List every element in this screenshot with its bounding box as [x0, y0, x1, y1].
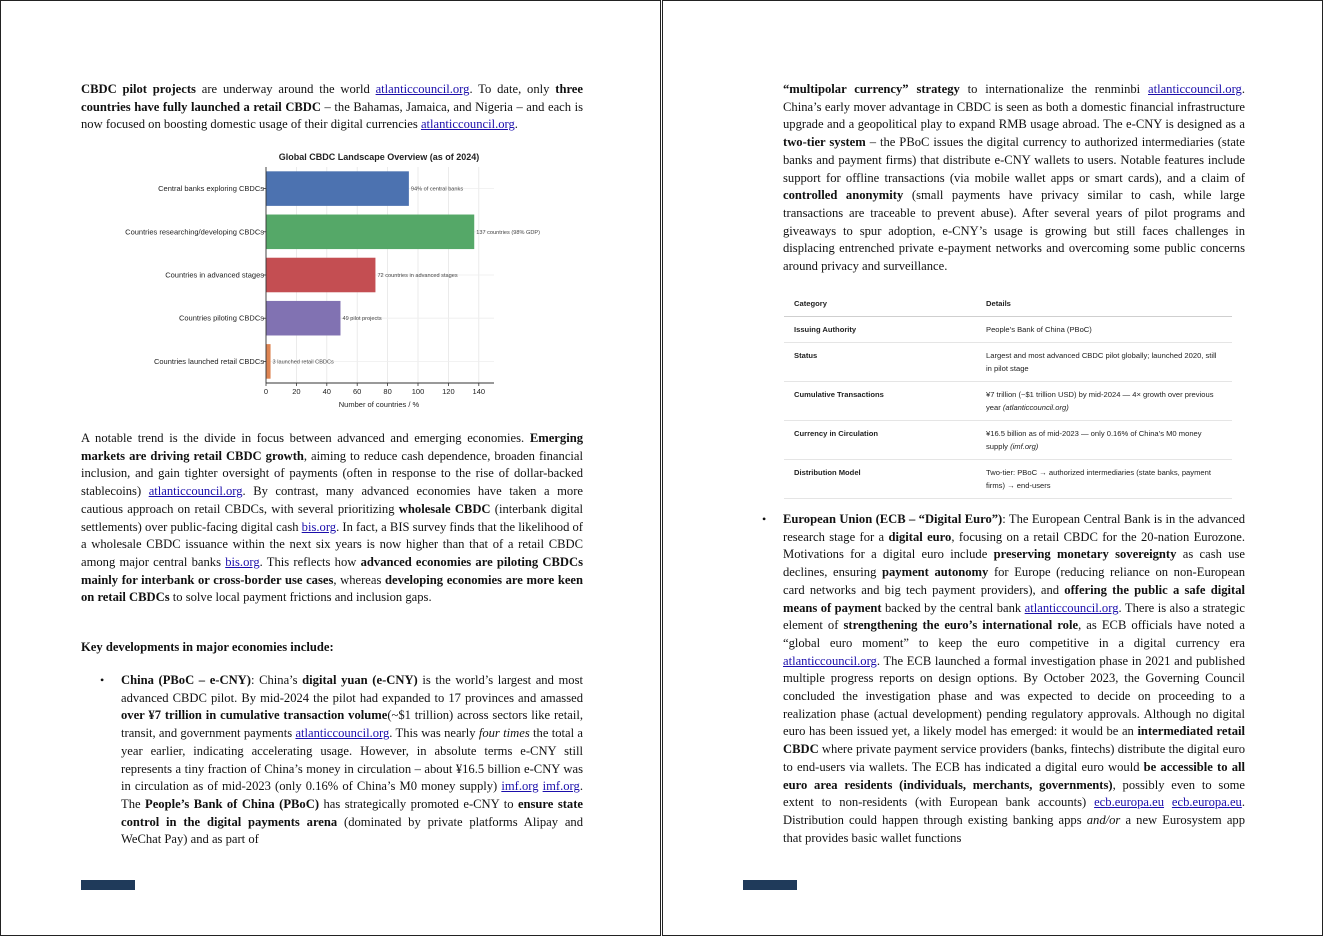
cont-bold: “multipolar currency” strategy: [783, 82, 960, 96]
source-link[interactable]: atlanticcouncil.org: [420, 117, 515, 132]
row-details-text: ¥7 trillion (~$1 trillion USD) by mid-2024 — 4× growth over previous year: [986, 390, 1214, 412]
trend-text: (interbank digital settlements) over public-facing digital cash: [81, 501, 584, 534]
source-link[interactable]: atlanticcouncil.org: [148, 484, 243, 499]
ecny-summary-table: [784, 291, 1232, 499]
table-row: [784, 317, 1232, 343]
x-tick-label: 40: [322, 387, 331, 396]
cont-text: to internationalize the renminbi: [959, 82, 1148, 96]
eu-bold: intermediated retail CBDC: [783, 724, 1245, 757]
x-tick-label: 80: [383, 387, 392, 396]
china-text: (dominated by private platforms Alipay and WeChat Pay) and as part of: [121, 814, 584, 847]
cont-bold: two-tier system: [783, 135, 866, 150]
eu-text: as cash use declines, ensuring: [783, 547, 1245, 580]
row-details: [976, 460, 1232, 499]
cont-bold: controlled anonymity: [783, 188, 904, 203]
china-continued-paragraph: [783, 81, 1245, 276]
china-text: (~$1 trillion) across sectors like retail, transit, and government payments: [121, 708, 583, 741]
china-italic: four times: [478, 726, 530, 741]
trend-text: to solve local payment frictions and inclusion gaps.: [169, 590, 432, 605]
source-link[interactable]: ecb.europa.eu: [1094, 795, 1165, 810]
chart-svg: [96, 147, 566, 415]
china-bold: ensure state control in the digital payments arena: [121, 796, 583, 829]
table-row: [784, 343, 1232, 382]
y-tick-label: Central banks exploring CBDCs: [158, 184, 264, 194]
trend-text: , whereas: [333, 572, 386, 587]
row-details: [976, 317, 1232, 343]
y-tick-label: Countries in advanced stages: [165, 270, 264, 280]
data-label: 3 launched retail CBDCs: [272, 359, 334, 366]
chart-title: Global CBDC Landscape Overview (as of 2024): [278, 152, 480, 162]
eu-text: . The ECB launched a formal investigation phase in 2021 and published multiple progress reports on design options. By October 2023, the Governing Council concluded the investigation phase and was expected to decide on proceeding to a realization phase (actual development) pending regulatory approvals. Although no digital euro has been issued yet, a likely model has emerged: it would be an: [783, 653, 1245, 739]
eu-bold: be accessible to all euro area residents (individuals, merchants, governments): [783, 759, 1245, 792]
trend-bold: wholesale CBDC: [398, 501, 491, 516]
source-link[interactable]: atlanticcouncil.org: [295, 726, 390, 741]
chart-bar: [266, 215, 474, 250]
china-bold: digital yuan (e-CNY): [302, 673, 418, 687]
intro-end: .: [514, 117, 518, 132]
china-text: . This was nearly: [389, 726, 479, 741]
eu-text: , focusing on a retail CBDC for the 20-nation Eurozone. Motivations for a digital euro include: [783, 529, 1245, 562]
source-link[interactable]: atlanticcouncil.org: [1148, 82, 1242, 96]
right-page: [662, 0, 1323, 936]
eu-bold: digital euro: [888, 529, 952, 544]
row-details-text: People’s Bank of China (PBoC): [986, 325, 1092, 334]
china-text: the total a year earlier, indicating accelerating usage. However, in absolute terms e-CNY still represents a tiny fraction of China’s money in circulation – about ¥16.5 billion e-CNY was in circulation as of mid-2023 (only 0.16% of China’s M0 money supply): [121, 726, 583, 794]
row-details: [976, 421, 1232, 460]
data-label: 72 countries in advanced stages: [377, 273, 458, 279]
chart-bars: [266, 171, 540, 378]
eu-text: where private payment service providers (banks, fintechs) distribute the digital euro to end-users via wallets. The ECB has indicated a digital euro would: [783, 742, 1245, 774]
eu-text: : The European Central Bank is in the advanced research stage for a: [783, 512, 1245, 544]
x-tick-label: 60: [353, 387, 362, 396]
eu-bullet-list: [743, 511, 1245, 847]
intro-text-1: are underway around the world: [195, 82, 376, 96]
y-tick-label: Countries researching/developing CBDCs: [125, 227, 264, 237]
source-link[interactable]: atlanticcouncil.org: [375, 82, 470, 96]
table-row: [784, 421, 1232, 460]
source-link[interactable]: imf.org: [501, 779, 539, 794]
chart-x-axis-label: Number of countries / %: [338, 400, 420, 409]
intro-bold-1: CBDC pilot projects: [81, 82, 196, 96]
source-link[interactable]: ecb.europa.eu: [1171, 795, 1242, 810]
source-link[interactable]: atlanticcouncil.org: [783, 653, 877, 668]
trend-text: . By contrast, many advanced economies have taken a more cautious approach on retail CBDCs, with several prioritizing: [81, 484, 583, 516]
chart-bar: [266, 171, 409, 206]
chart-bar: [266, 344, 271, 379]
cbdc-chart: [96, 147, 566, 415]
data-label: 94% of central banks: [410, 186, 464, 193]
china-bullet: [81, 672, 583, 849]
eu-text: for Europe (reducing reliance on non-European card networks and big tech payment providers), and: [783, 565, 1246, 597]
china-text: : China’s: [250, 673, 303, 687]
table-row: [784, 460, 1232, 499]
trend-bold: Emerging markets are driving retail CBDC growth: [81, 431, 583, 463]
x-tick-label: 20: [292, 387, 301, 396]
row-details: [976, 343, 1232, 382]
intro-paragraph: [81, 81, 583, 134]
china-bold: China (PBoC – e-CNY): [121, 673, 251, 687]
trend-text: . In fact, a BIS survey finds that the likelihood of a wholesale CBDC issuance within the next six years is now higher than that of a retail CBDC among major central banks: [81, 519, 584, 569]
x-tick-label: 0: [263, 387, 269, 396]
eu-bold: payment autonomy: [881, 565, 989, 580]
footer-bar: [81, 880, 135, 890]
row-category: Currency in Circulation: [784, 421, 976, 460]
china-bold: over ¥7 trillion in cumulative transaction volume: [121, 708, 388, 723]
row-category: Cumulative Transactions: [784, 382, 976, 421]
cont-text: . China’s early mover advantage in CBDC is seen as both a domestic financial infrastructure upgrade and a geopolitical play to expand RMB usage abroad. The e-CNY is designed as a: [783, 82, 1245, 132]
source-link[interactable]: bis.org: [301, 519, 337, 534]
footer-bar: [743, 880, 797, 890]
source-link[interactable]: atlanticcouncil.org: [1024, 600, 1119, 615]
table-row: [784, 382, 1232, 421]
key-heading-text: Key developments in major economies include:: [81, 640, 334, 654]
eu-text: a new Eurosystem app that provides basic wallet functions: [783, 812, 1245, 845]
row-details-text: ¥16.5 billion as of mid-2023 — only 0.16% of China’s M0 money supply: [986, 429, 1202, 451]
row-details-text: Two-tier: PBoC → authorized intermediaries (state banks, payment firms) → end-users: [986, 468, 1211, 490]
data-label: 49 pilot projects: [342, 316, 382, 323]
source-link[interactable]: imf.org: [542, 779, 580, 794]
eu-bold: offering the public a safe digital means of payment: [783, 582, 1245, 615]
china-text: . The: [121, 779, 583, 811]
eu-bold: strengthening the euro’s international role: [843, 618, 1079, 633]
eu-text: backed by the central bank: [881, 600, 1025, 615]
row-category: Distribution Model: [784, 460, 976, 499]
x-tick-label: 140: [472, 387, 486, 396]
eu-bold: European Union (ECB – “Digital Euro”): [783, 512, 1003, 526]
intro-bold-2: three countries have fully launched a retail CBDC: [81, 82, 583, 114]
row-details-text: Largest and most advanced CBDC pilot globally; launched 2020, still in pilot stage: [986, 351, 1217, 373]
trend-bold: advanced economies are piloting CBDCs mainly for interbank or cross-border use cases: [81, 554, 583, 587]
cont-text: (small payments have privacy similar to cash, while large transactions are traceable to prevent abuse). After several years of pilot programs and giveaways to spur adoption, e-CNY’s usage is growing but still faces challenges in displacing entrenched private e-payment networks and overcoming some public concerns around privacy and surveillance.: [783, 188, 1245, 274]
source-link[interactable]: bis.org: [225, 554, 260, 569]
data-label: 137 countries (98% GDP): [476, 229, 540, 236]
header-category: Category: [784, 291, 976, 317]
trend-text: A notable trend is the divide in focus between advanced and emerging economies.: [81, 431, 530, 445]
y-tick-label: Countries launched retail CBDCs: [153, 356, 264, 366]
chart-bar: [266, 301, 340, 336]
eu-text: . There is also a strategic element of: [783, 600, 1245, 633]
eu-text: , possibly even to some extent to non-residents (with European bank accounts): [783, 777, 1245, 810]
row-category: Issuing Authority: [784, 317, 976, 343]
eu-text: , as ECB officials have noted a “global euro moment” to keep the euro competitive in a digital currency era: [783, 618, 1245, 650]
intro-text-2: . To date, only: [469, 82, 556, 96]
x-tick-label: 100: [411, 387, 425, 396]
china-bullet-list: [81, 672, 583, 849]
trend-text: . This reflects how: [259, 554, 361, 569]
header-details: Details: [976, 291, 1232, 317]
y-tick-label: Countries piloting CBDCs: [178, 313, 264, 323]
row-details-source: (imf.org): [1010, 442, 1039, 451]
key-developments-heading: [81, 639, 583, 657]
x-tick-label: 120: [442, 387, 455, 396]
china-bold: People’s Bank of China (PBoC): [145, 796, 320, 811]
row-category: Status: [784, 343, 976, 382]
trend-bold: developing economies are more keen on retail CBDCs: [81, 572, 584, 605]
eu-bullet: [743, 511, 1245, 847]
china-text: has strategically promoted e-CNY to: [319, 796, 518, 811]
left-page: [0, 0, 661, 936]
chart-bar: [266, 258, 375, 293]
trend-text: , aiming to reduce cash dependence, broaden financial inclusion, and gain tighter oversight of payments (often in response to the rise of dollar-backed stablecoins): [81, 448, 583, 499]
row-details-source: (atlanticcouncil.org): [1002, 403, 1069, 412]
eu-text: . Distribution could happen through existing banking apps: [783, 795, 1245, 827]
trend-paragraph: [81, 430, 583, 607]
eu-bold: preserving monetary sovereignty: [993, 547, 1177, 562]
table-header-row: [784, 291, 1232, 317]
china-text: is the world’s largest and most advanced CBDC pilot. By mid-2024 the pilot had expanded to 17 provinces and amassed: [121, 673, 583, 705]
eu-italic: and/or: [1086, 812, 1121, 827]
intro-text-3: – the Bahamas, Jamaica, and Nigeria – and each is now focused on boosting domestic usage of their digital currencies: [81, 99, 584, 132]
row-details: [976, 382, 1232, 421]
cont-text: – the PBoC issues the digital currency to authorized intermediaries (state banks and payment firms) that distribute e-CNY wallets to users. Notable features include support for offline transactions (via mobile wallet apps or smart cards), and a claim of: [783, 135, 1245, 185]
